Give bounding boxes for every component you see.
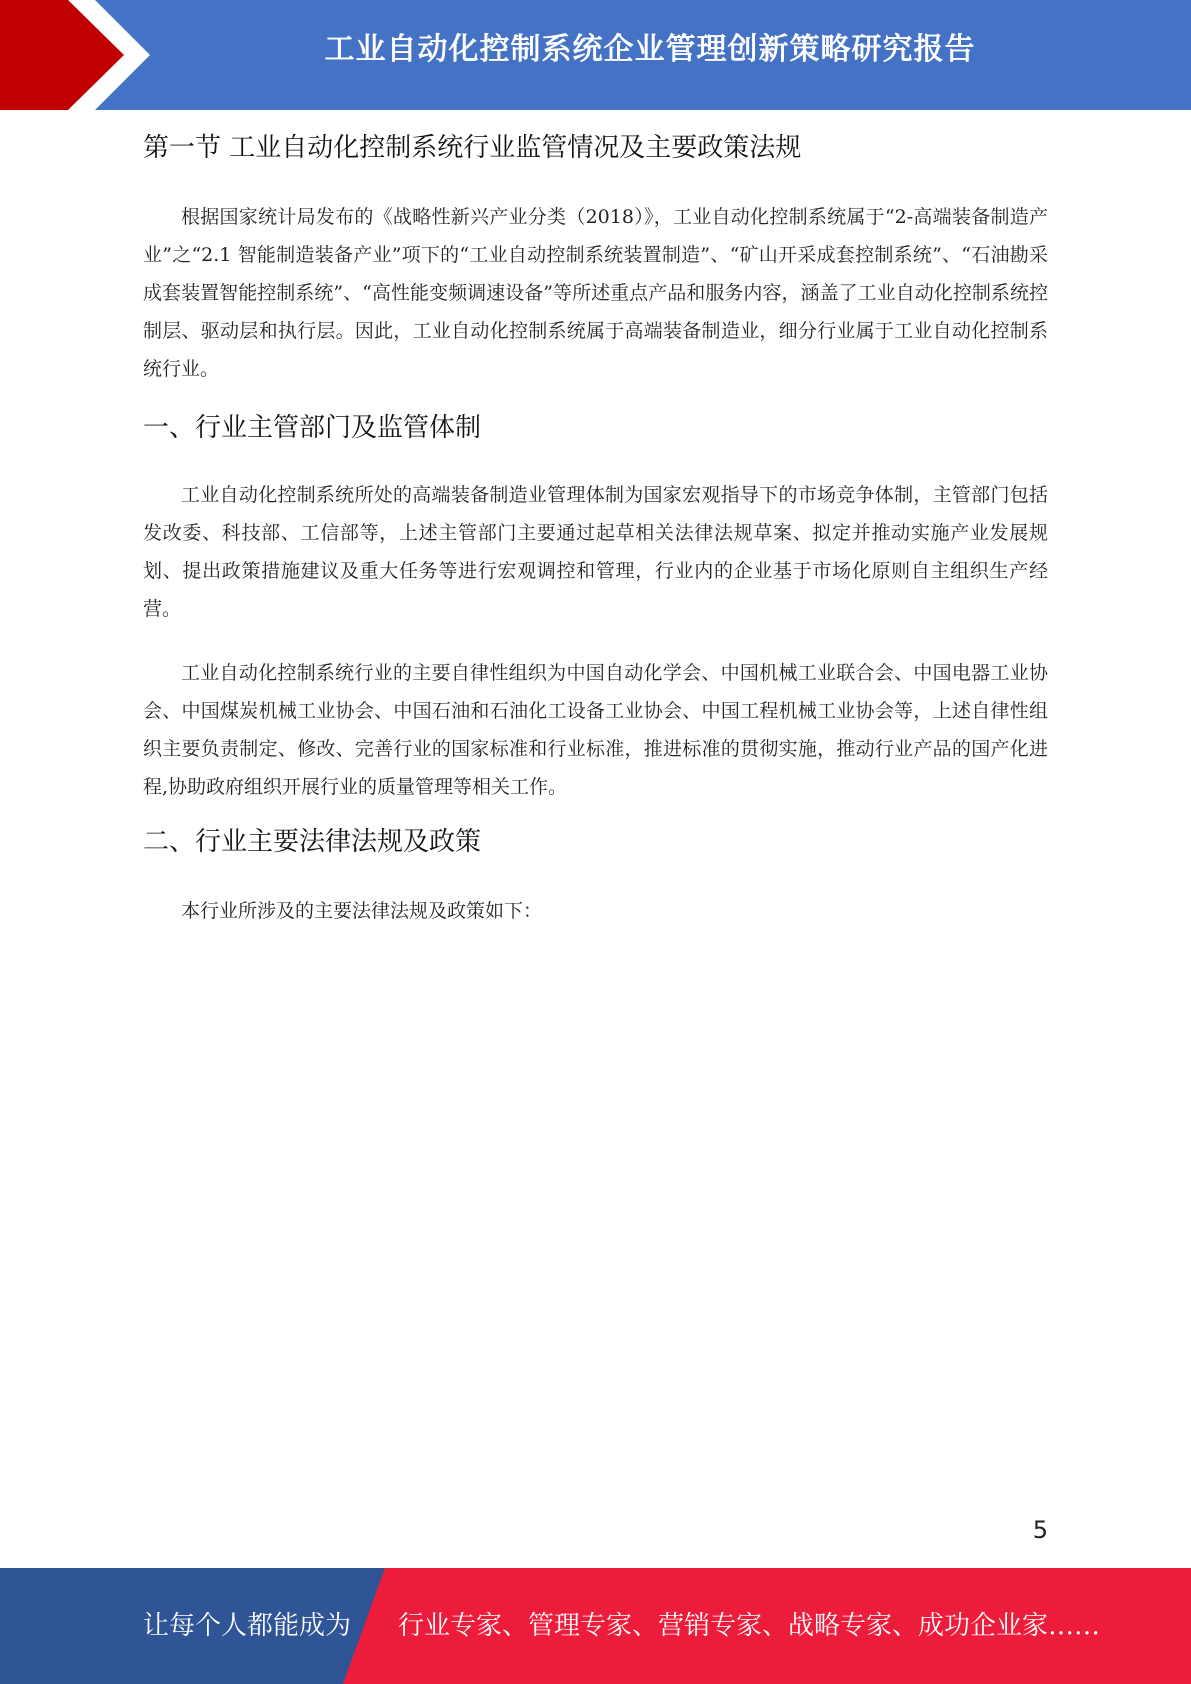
subsection-heading-laws: 二、行业主要法律法规及政策: [143, 827, 482, 857]
page-number: 5: [1032, 1516, 1048, 1544]
section-intro-paragraph: 根据国家统计局发布的《战略性新兴产业分类（2018）》，工业自动化控制系统属于“2-高端装备制造产业”之“2.1 智能制造装备产业”项下的“工业自动控制系统装置制造”、“矿山开采成套控制系统”、“石油勘采成套装置智能控制系统”、“高性能变频调速设备”等所述重点产品和服务内容，涵盖了工业自动化控制系统控制层、驱动层和执行层。因此，工业自动化控制系统属于高端装备制造业，细分行业属于工业自动化控制系统行业。: [143, 206, 1048, 380]
regulators-paragraph: 工业自动化控制系统所处的高端装备制造业管理体制为国家宏观指导下的市场竞争体制，主管部门包括发改委、科技部、工信部等，上述主管部门主要通过起草相关法律法规草案、拟定并推动实施产业发展规划、提出政策措施建议及重大任务等进行宏观调控和管理，行业内的企业基于市场化原则自主组织生产经营。: [143, 484, 1048, 620]
self-regulatory-paragraph: 工业自动化控制系统行业的主要自律性组织为中国自动化学会、中国机械工业联合会、中国电器工业协会、中国煤炭机械工业协会、中国石油和石油化工设备工业协会、中国工程机械工业协会等，上述自律性组织主要负责制定、修改、完善行业的国家标准和行业标准，推进标准的贯彻实施，推动行业产品的国产化进程,协助政府组织开展行业的质量管理等相关工作。: [143, 662, 1048, 798]
footer-slogan-left: 让每个人都能成为: [143, 1611, 352, 1641]
laws-intro-paragraph: 本行业所涉及的主要法律法规及政策如下：: [181, 900, 543, 922]
footer-banner: [0, 1568, 1191, 1684]
subsection-heading-regulators: 一、行业主管部门及监管体制: [143, 413, 482, 443]
header-banner: [0, 0, 1191, 110]
footer-slogan-right: 行业专家、管理专家、营销专家、战略专家、成功企业家……: [398, 1611, 1101, 1641]
report-title: 工业自动化控制系统企业管理创新策略研究报告: [324, 32, 976, 67]
section-heading: 第一节 工业自动化控制系统行业监管情况及主要政策法规: [143, 133, 802, 163]
